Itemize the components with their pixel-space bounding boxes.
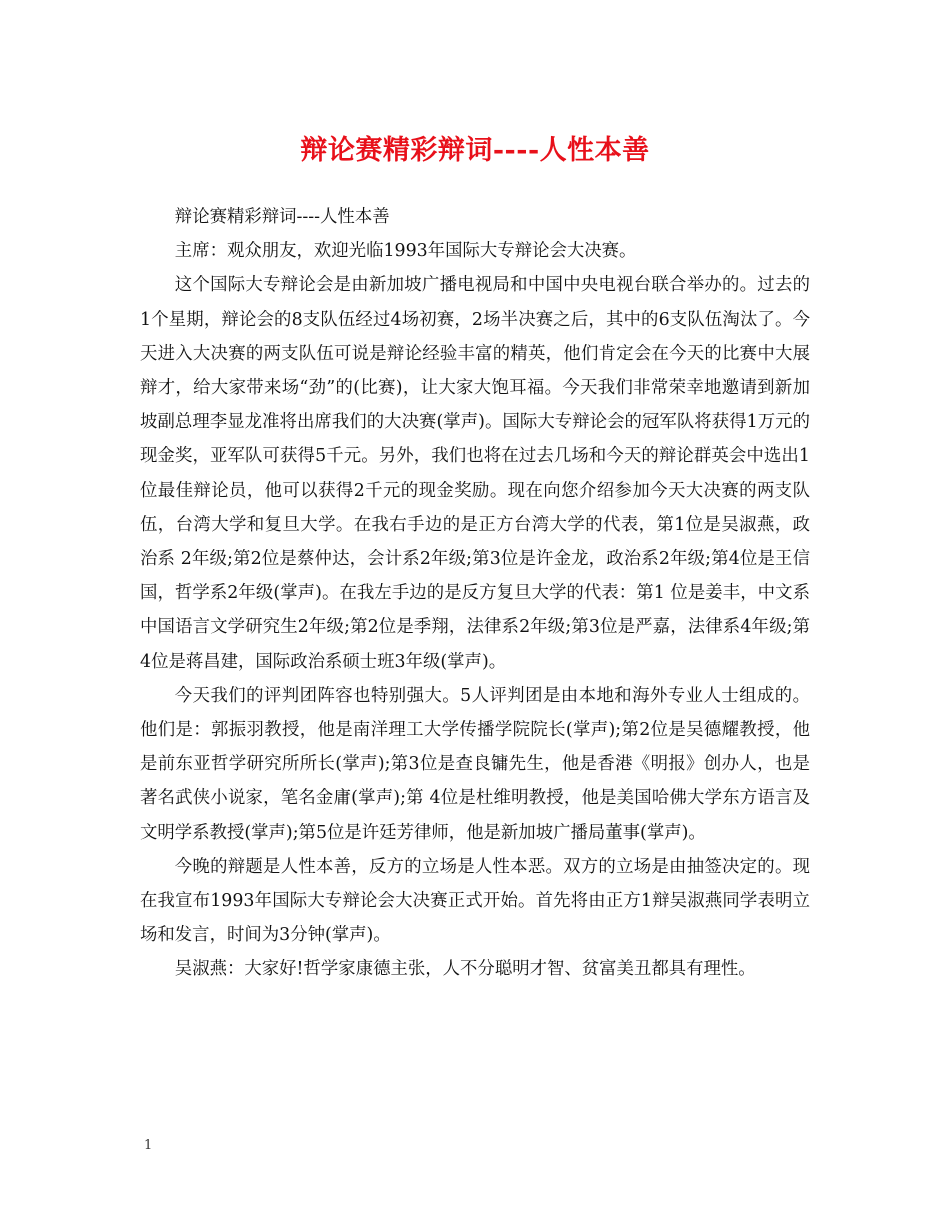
first-speaker-paragraph: 吴淑燕：大家好!哲学家康德主张，人不分聪明才智、贫富美丑都具有理性。 xyxy=(174,959,756,980)
document-body xyxy=(140,200,810,987)
chair-intro-paragraph: 主席：观众朋友，欢迎光临1993年国际大专辩论会大决赛。 xyxy=(174,241,637,262)
judges-intro-paragraph: 今天我们的评判团阵容也特别强大。5人评判团是由本地和海外专业人士组成的。他们是：郭振羽教授，他是南洋理工大学传播学院院长(掌声);第2位是吴德耀教授，他是前东亚哲学研究所所长(掌声);第3位是查良镛先生，他是香港《明报》创办人，也是著名武侠小说家，笔名金庸(掌声);第 4位是杜维明教授，他是美国哈佛大学东方语言及文明学系教授(掌声);第5位是许廷芳律师，他是新加坡广播局董事(掌声)。 xyxy=(140,685,810,843)
subtitle-paragraph: 辩论赛精彩辩词----人性本善 xyxy=(174,207,390,227)
page-title: 辩论赛精彩辩词----人性本善 xyxy=(300,135,650,166)
topic-paragraph: 今晚的辩题是人性本善，反方的立场是人性本恶。双方的立场是由抽签决定的。现在我宣布1993年国际大专辩论会大决赛正式开始。首先将由正方1辩吴淑燕同学表明立场和发言，时间为3分钟(掌声)。 xyxy=(140,856,810,946)
teams-intro-paragraph: 这个国际大专辩论会是由新加坡广播电视局和中国中央电视台联合举办的。过去的1个星期，辩论会的8支队伍经过4场初赛，2场半决赛之后，其中的6支队伍淘汰了。今天进入大决赛的两支队伍可说是辩论经验丰富的精英，他们肯定会在今天的比赛中大展辩才，给大家带来场“劲”的(比赛)，让大家大饱耳福。今天我们非常荣幸地邀请到新加坡副总理李显龙准将出席我们的大决赛(掌声)。国际大专辩论会的冠军队将获得1万元的现金奖，亚军队可获得5千元。另外，我们也将在过去几场和今天的辩论群英会中选出1位最佳辩论员，他可以获得2千元的现金奖励。现在向您介绍参加今天大决赛的两支队伍，台湾大学和复旦大学。在我右手边的是正方台湾大学的代表，第1位是吴淑燕，政治系 2年级;第2位是蔡仲达，会计系2年级;第3位是许金龙，政治系2年级;第4位是王信国，哲学系2年级(掌声)。在我左手边的是反方复旦大学的代表：第1 位是姜丰，中文系中国语言文学研究生2年级;第2位是季翔，法律系2年级;第3位是严嘉，法律系4年级;第4位是蒋昌建，国际政治系硕士班3年级(掌声)。 xyxy=(140,275,810,672)
page-number: 1 xyxy=(144,1138,153,1153)
